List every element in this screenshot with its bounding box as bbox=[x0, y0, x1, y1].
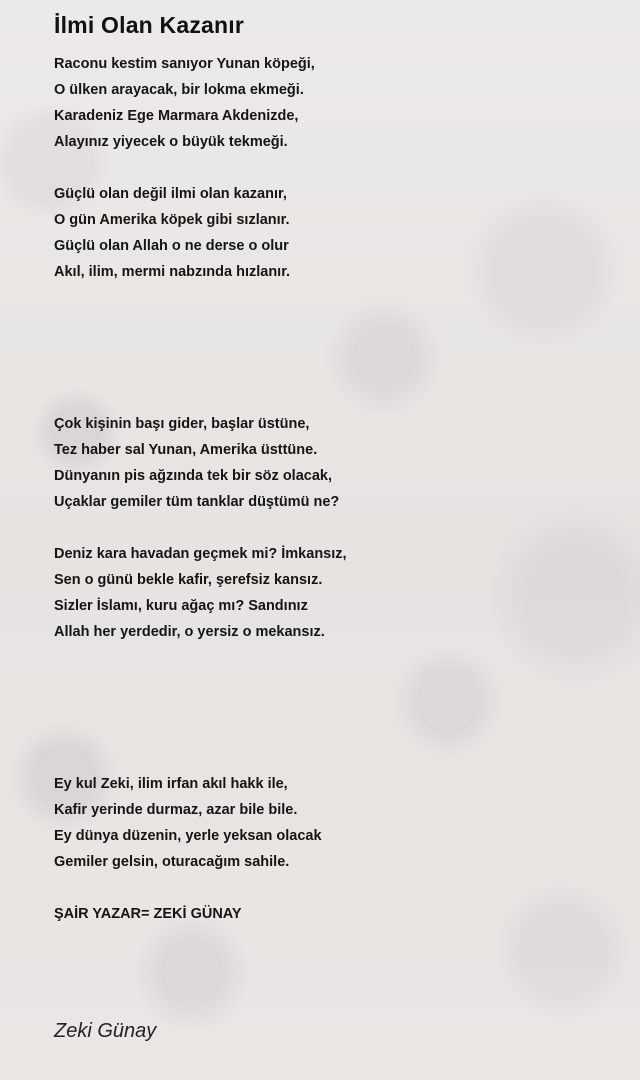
poem-line: Kafir yerinde durmaz, azar bile bile. bbox=[54, 802, 298, 818]
poem-line: Allah her yerdedir, o yersiz o mekansız. bbox=[54, 624, 325, 640]
poem-line: Dünyanın pis ağzında tek bir söz olacak, bbox=[54, 468, 332, 484]
stanza-4 bbox=[54, 541, 614, 645]
poem-line: Çok kişinin başı gider, başlar üstüne, bbox=[54, 416, 310, 432]
poem-line: Güçlü olan Allah o ne derse o olur bbox=[54, 238, 289, 254]
poem-title: İlmi Olan Kazanır bbox=[54, 12, 245, 38]
poem-line: Karadeniz Ege Marmara Akdenizde, bbox=[54, 108, 299, 124]
poem-line: Raconu kestim sanıyor Yunan köpeği, bbox=[54, 56, 315, 72]
poet-signature-line: ŞAİR YAZAR= ZEKİ GÜNAY bbox=[54, 906, 242, 922]
poem-line: Alayınız yiyecek o büyük tekmeği. bbox=[54, 134, 288, 150]
poem-line: Gemiler gelsin, oturacağım sahile. bbox=[54, 854, 290, 870]
stanza-3 bbox=[54, 411, 614, 515]
poem-line: O ülken arayacak, bir lokma ekmeği. bbox=[54, 82, 304, 98]
poem-line: Uçaklar gemiler tüm tanklar düştümü ne? bbox=[54, 494, 340, 510]
poem-line: Güçlü olan değil ilmi olan kazanır, bbox=[54, 186, 287, 202]
poem-line: Deniz kara havadan geçmek mi? İmkansız, bbox=[54, 546, 347, 562]
stanza-1 bbox=[54, 51, 614, 155]
poem-line: Sizler İslamı, kuru ağaç mı? Sandınız bbox=[54, 598, 308, 614]
poem-line: Tez haber sal Yunan, Amerika üsttüne. bbox=[54, 442, 318, 458]
stanza-5 bbox=[54, 771, 614, 875]
author-name: Zeki Günay bbox=[54, 1020, 157, 1042]
stanza-signature bbox=[54, 901, 614, 927]
poem-line: Ey dünya düzenin, yerle yeksan olacak bbox=[54, 828, 322, 844]
poem-line: Ey kul Zeki, ilim irfan akıl hakk ile, bbox=[54, 776, 288, 792]
poem-line: Akıl, ilim, mermi nabzında hızlanır. bbox=[54, 264, 291, 280]
poem-line: O gün Amerika köpek gibi sızlanır. bbox=[54, 212, 290, 228]
stanza-2 bbox=[54, 181, 614, 285]
poem-line: Sen o günü bekle kafir, şerefsiz kansız. bbox=[54, 572, 323, 588]
